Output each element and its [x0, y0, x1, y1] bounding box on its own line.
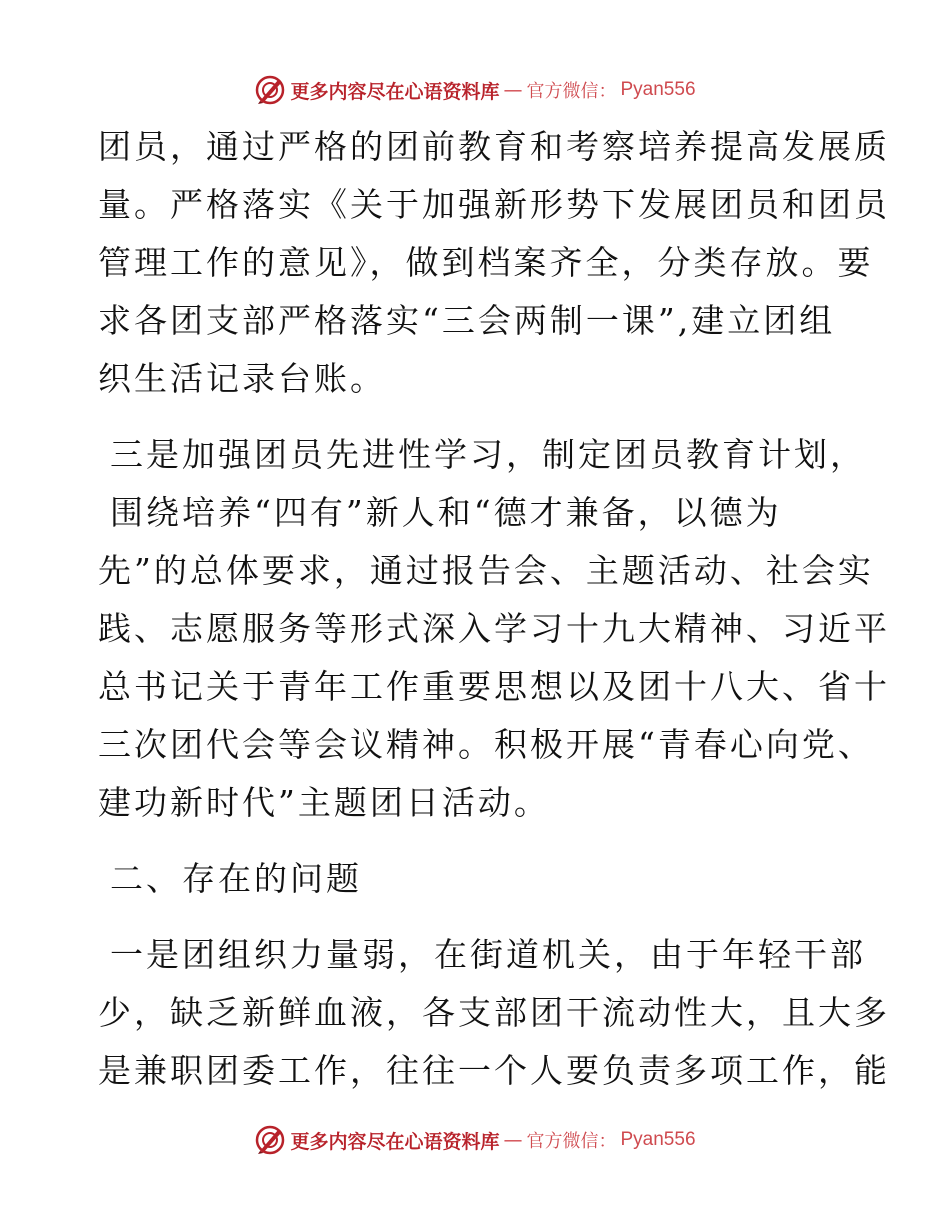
text-line: 管理工作的意见》，做到档案齐全，分类存放。要 — [98, 243, 874, 282]
footer-watermark — [0, 1120, 950, 1160]
watermark-brand: 更多内容尽在心语资料库 — [290, 1130, 500, 1153]
text-line: 少，缺乏新鲜血液，各支部团干流动性大，且大多 — [98, 993, 890, 1032]
text-line: 三次团代会等会议精神。积极开展“青春心向党、 — [98, 725, 874, 764]
text-line: 建功新时代”主题团日活动。 — [98, 783, 550, 822]
brand-logo-icon — [254, 74, 286, 106]
watermark-contact-id: Pyan556 — [620, 79, 696, 100]
watermark-dash: — — [503, 79, 523, 101]
watermark-contact-label: 官方微信： — [526, 81, 617, 102]
paragraph-problems-first — [98, 926, 866, 984]
text-line: 先”的总体要求，通过报告会、主题活动、社会实 — [98, 551, 874, 590]
watermark-contact-id: Pyan556 — [620, 1129, 696, 1150]
paragraph-membership — [98, 118, 890, 408]
text-line: 求各团支部严格落实“三会两制一课”,建立团组 — [98, 301, 836, 340]
paragraph-study-continued — [98, 542, 890, 832]
text-line: 总书记关于青年工作重要思想以及团十八大、省十 — [98, 667, 890, 706]
brand-logo-icon — [254, 1124, 286, 1156]
header-watermark — [0, 70, 950, 110]
text-line: 量。严格落实《关于加强新形势下发展团员和团员 — [98, 185, 890, 224]
text-line: 三是加强团员先进性学习，制定团员教育计划， — [110, 435, 866, 474]
text-line: 团员，通过严格的团前教育和考察培养提高发展质 — [98, 127, 890, 166]
text-line: 围绕培养“四有”新人和“德才兼备，以德为 — [110, 493, 782, 532]
watermark-dash: — — [503, 1129, 523, 1151]
watermark-brand: 更多内容尽在心语资料库 — [290, 80, 500, 103]
heading-problems: 二、存在的问题 — [110, 859, 362, 898]
text-line: 织生活记录台账。 — [98, 359, 386, 398]
paragraph-problems-continued — [98, 984, 890, 1100]
text-line: 一是团组织力量弱，在街道机关，由于年轻干部 — [110, 935, 866, 974]
paragraph-study — [98, 426, 866, 542]
document-body — [98, 118, 890, 1100]
text-line: 践、志愿服务等形式深入学习十九大精神、习近平 — [98, 609, 890, 648]
text-line: 是兼职团委工作，往往一个人要负责多项工作，能 — [98, 1051, 890, 1090]
watermark-contact-label: 官方微信： — [526, 1131, 617, 1152]
section-heading — [98, 850, 858, 908]
